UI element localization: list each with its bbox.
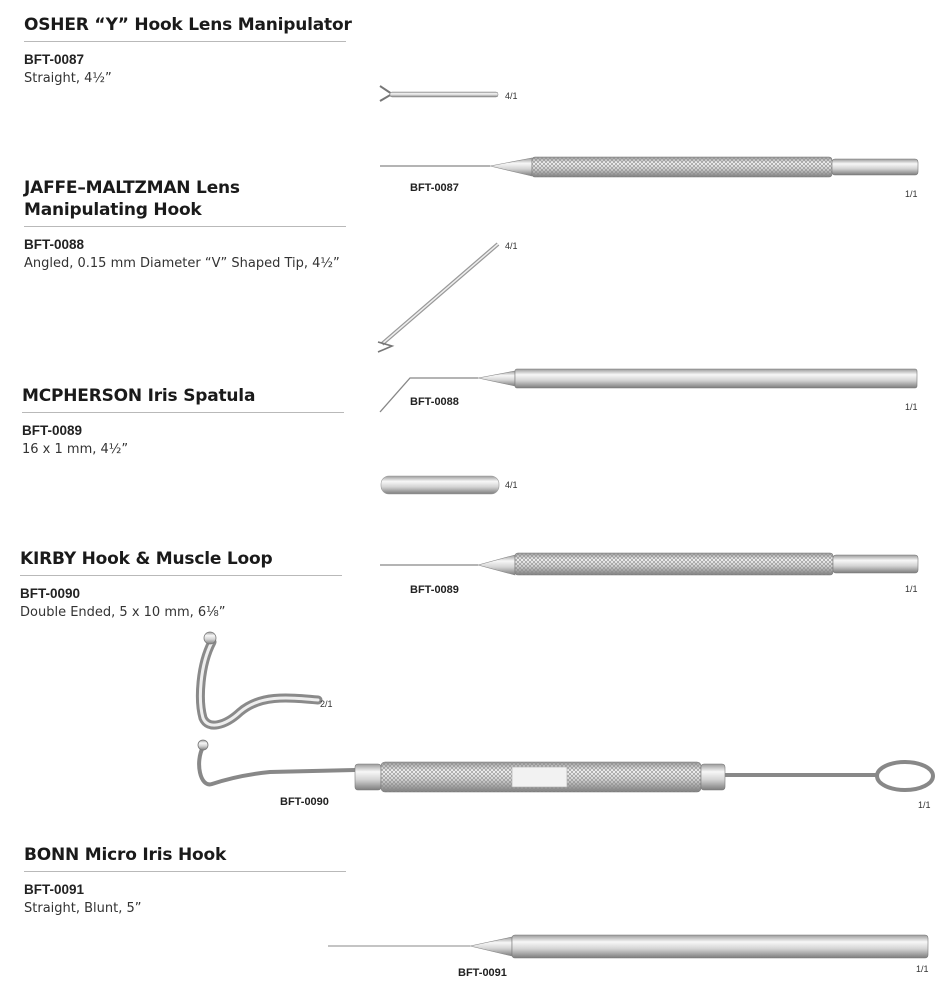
image-label: BFT-0090 bbox=[280, 796, 329, 808]
scale-mark: 4/1 bbox=[505, 480, 518, 490]
product-description: Straight, Blunt, 5” bbox=[24, 901, 142, 916]
bonn-instrument bbox=[328, 935, 928, 958]
image-label: BFT-0088 bbox=[410, 396, 459, 408]
scale-mark: 1/1 bbox=[905, 584, 918, 594]
product-description: Straight, 4½” bbox=[24, 71, 112, 86]
product-description: Angled, 0.15 mm Diameter “V” Shaped Tip, 4½” bbox=[24, 256, 340, 271]
mcpherson-tip-detail bbox=[381, 476, 499, 494]
scale-mark: 1/1 bbox=[905, 189, 918, 199]
product-title: KIRBY Hook & Muscle Loop bbox=[20, 549, 273, 569]
product-description: 16 x 1 mm, 4½” bbox=[22, 442, 129, 457]
osher-instrument bbox=[380, 157, 918, 177]
mcpherson-instrument bbox=[380, 553, 918, 575]
image-label: BFT-0087 bbox=[410, 182, 459, 194]
product-code: BFT-0088 bbox=[24, 237, 85, 252]
jaffe-tip-detail bbox=[378, 244, 498, 352]
image-label: BFT-0089 bbox=[410, 584, 459, 596]
product-title: MCPHERSON Iris Spatula bbox=[22, 386, 256, 406]
kirby-instrument bbox=[198, 740, 933, 792]
product-code: BFT-0089 bbox=[22, 423, 83, 438]
jaffe-instrument bbox=[380, 369, 917, 412]
product-code: BFT-0091 bbox=[24, 882, 85, 897]
scale-mark: 4/1 bbox=[505, 91, 518, 101]
product-description: Double Ended, 5 x 10 mm, 6⅛” bbox=[20, 605, 226, 620]
product-code: BFT-0087 bbox=[24, 52, 85, 67]
scale-mark: 1/1 bbox=[918, 800, 931, 810]
image-label: BFT-0091 bbox=[458, 967, 507, 979]
kirby-tip-detail bbox=[200, 632, 318, 725]
scale-mark: 1/1 bbox=[916, 964, 929, 974]
scale-mark: 2/1 bbox=[320, 699, 333, 709]
osher-tip-detail bbox=[380, 86, 498, 101]
product-title: OSHER “Y” Hook Lens Manipulator bbox=[24, 15, 352, 35]
product-title: JAFFE–MALTZMAN Lens Manipulating Hook bbox=[24, 178, 240, 220]
product-title: BONN Micro Iris Hook bbox=[24, 845, 227, 865]
product-code: BFT-0090 bbox=[20, 586, 81, 601]
scale-mark: 1/1 bbox=[905, 402, 918, 412]
scale-mark: 4/1 bbox=[505, 241, 518, 251]
